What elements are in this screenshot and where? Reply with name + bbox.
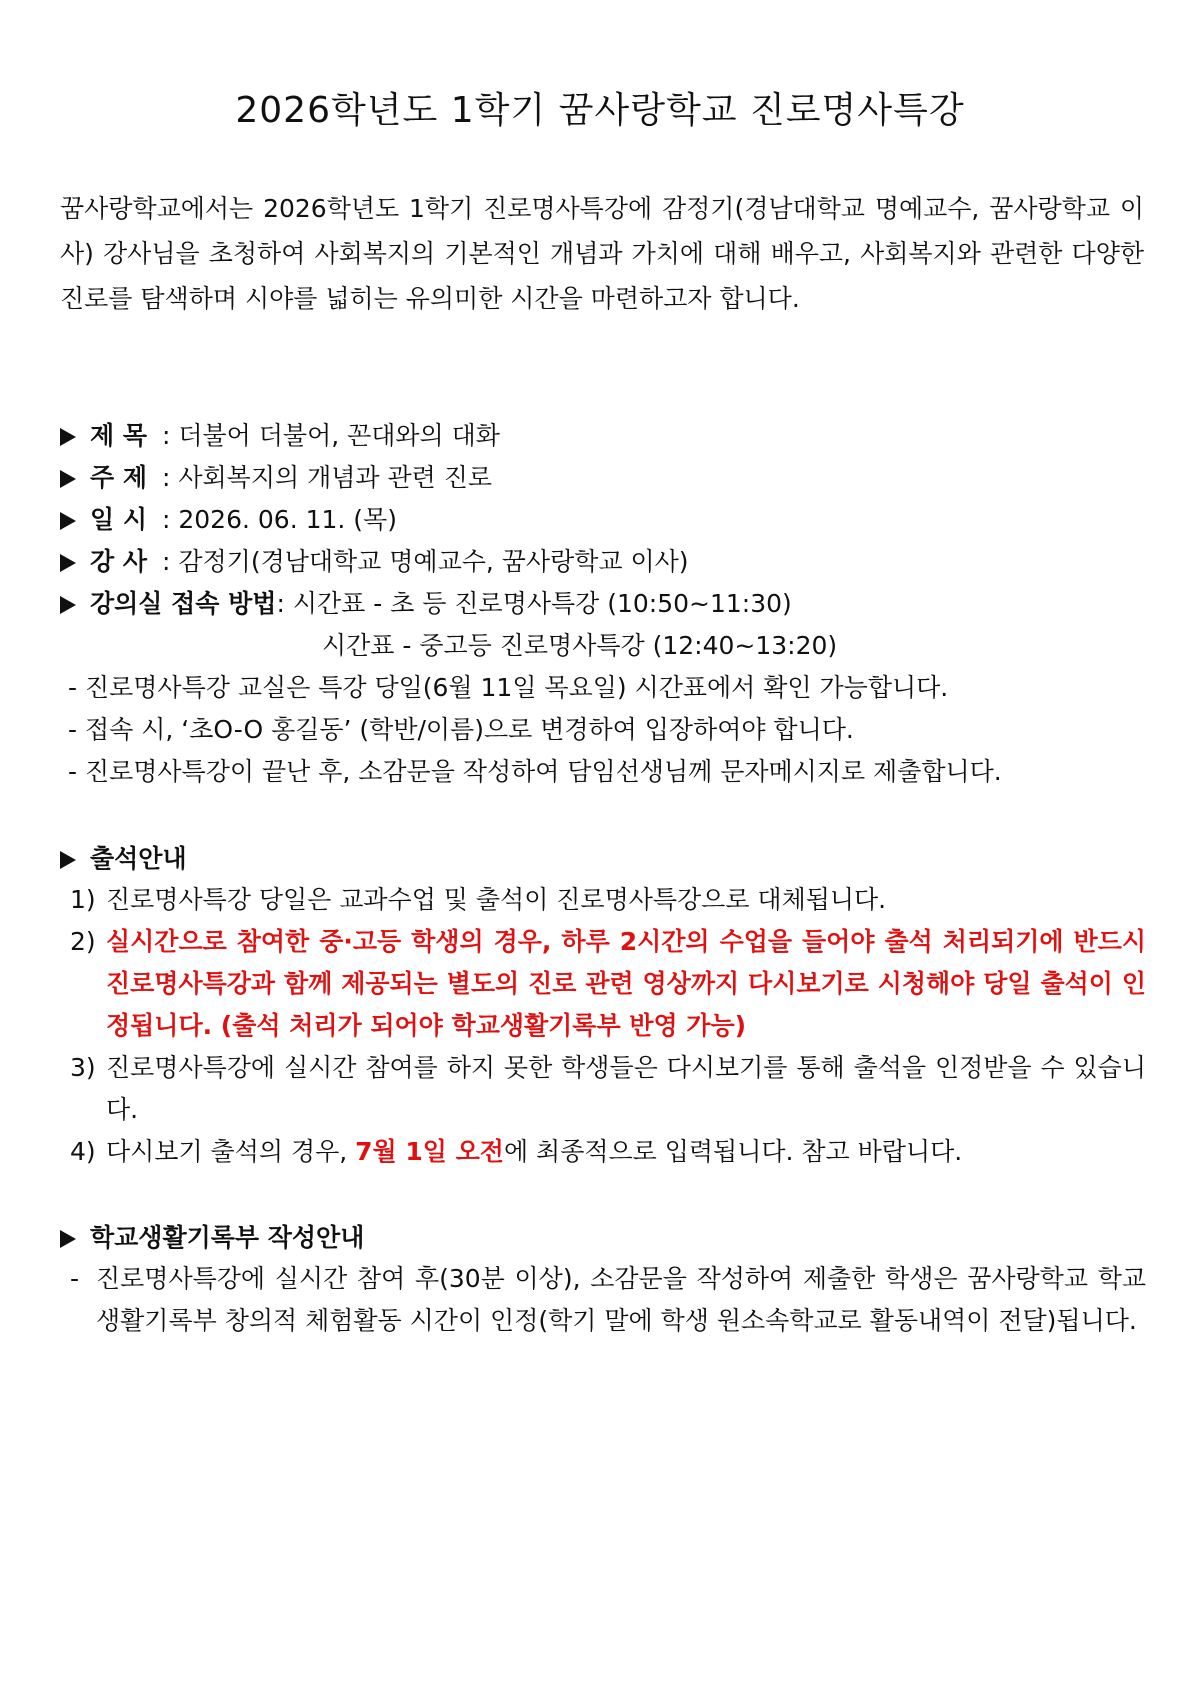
attendance-item-3: 진로명사특강에 실시간 참여를 하지 못한 학생들은 다시보기를 통해 출석을 인정받을 수 있습니다. [106,1053,1146,1124]
info-label: 주 제 [90,463,148,492]
info-access-row [60,589,792,619]
record-heading: 학교생활기록부 작성안내 [60,1223,364,1253]
record-text: 진로명사특강에 실시간 참여 후(30분 이상), 소감문을 작성하여 제출한 학생은 꿈사랑학교 학교생활기록부 창의적 체험활동 시간이 인정(학기 말에 학생 원소속학교로 활동내역이 전달)됩니다. [96,1264,1146,1335]
triangle-bullet-icon [60,470,76,488]
attendance-item-number: 1) [70,885,96,914]
triangle-bullet-icon [60,512,76,530]
triangle-bullet-icon [60,851,76,869]
note-item: - 접속 시, ‘초O-O 홍길동’ (학반/이름)으로 변경하여 입장하여야 합니다. [68,715,854,744]
info-label: 제 목 [90,421,148,450]
info-date-row [60,505,397,535]
info-label: 강 사 [90,547,148,576]
attendance-item-number: 4) [70,1137,96,1166]
info-access-row-2: 시간표 - 중고등 진로명사특강 (12:40~13:20) [322,631,838,660]
note-item: - 진로명사특강이 끝난 후, 소감문을 작성하여 담임선생님께 문자메시지로 제출합니다. [68,757,1002,786]
triangle-bullet-icon [60,428,76,446]
info-topic-row [60,463,492,493]
info-value: : 시간표 - 초 등 진로명사특강 (10:50~11:30) [276,589,792,618]
attendance-item-number: 2) [70,927,96,956]
info-label: 일 시 [90,505,148,534]
attendance-item-4: 다시보기 출석의 경우, 7월 1일 오전에 최종적으로 입력됩니다. 참고 바랍니다. [106,1137,963,1166]
info-value: : 사회복지의 개념과 관련 진로 [162,463,493,492]
attendance-heading: 출석안내 [60,844,187,874]
triangle-bullet-icon [60,596,76,614]
attendance-item-2: 실시간으로 참여한 중·고등 학생의 경우, 하루 2시간의 수업을 들어야 출석 처리되기에 반드시 진로명사특강과 함께 제공되는 별도의 진로 관련 영상까지 다시보기로 시청해야 당일 출석이 인정됩니다. (출석 처리가 되어야 학교생활기록부 반영 가능) [106,927,1146,1040]
info-title-row [60,421,500,451]
info-label: 강의실 접속 방법 [90,589,277,618]
info-lecturer-row [60,547,689,577]
attendance-item-1: 진로명사특강 당일은 교과수업 및 출석이 진로명사특강으로 대체됩니다. [106,885,887,914]
document-title: 2026학년도 1학기 꿈사랑학교 진로명사특강 [235,90,965,131]
triangle-bullet-icon [60,554,76,572]
deadline-highlight: 7월 1일 오전 [355,1137,504,1166]
info-value: : 2026. 06. 11. (목) [162,505,397,534]
record-dash: - [70,1264,80,1293]
triangle-bullet-icon [60,1230,76,1248]
info-value: : 감정기(경남대학교 명예교수, 꿈사랑학교 이사) [162,547,689,576]
attendance-item-number: 3) [70,1053,96,1082]
info-value: : 더불어 더불어, 꼰대와의 대화 [162,421,500,450]
intro-paragraph: 꿈사랑학교에서는 2026학년도 1학기 진로명사특강에 감정기(경남대학교 명예교수, 꿈사랑학교 이사) 강사님을 초청하여 사회복지의 기본적인 개념과 가치에 대해 배우고, 사회복지와 관련한 다양한 진로를 탐색하며 시야를 넓히는 유의미한 시간을 마련하고자 합니다. [60,194,1144,313]
note-item: - 진로명사특강 교실은 특강 당일(6월 11일 목요일) 시간표에서 확인 가능합니다. [68,673,949,702]
